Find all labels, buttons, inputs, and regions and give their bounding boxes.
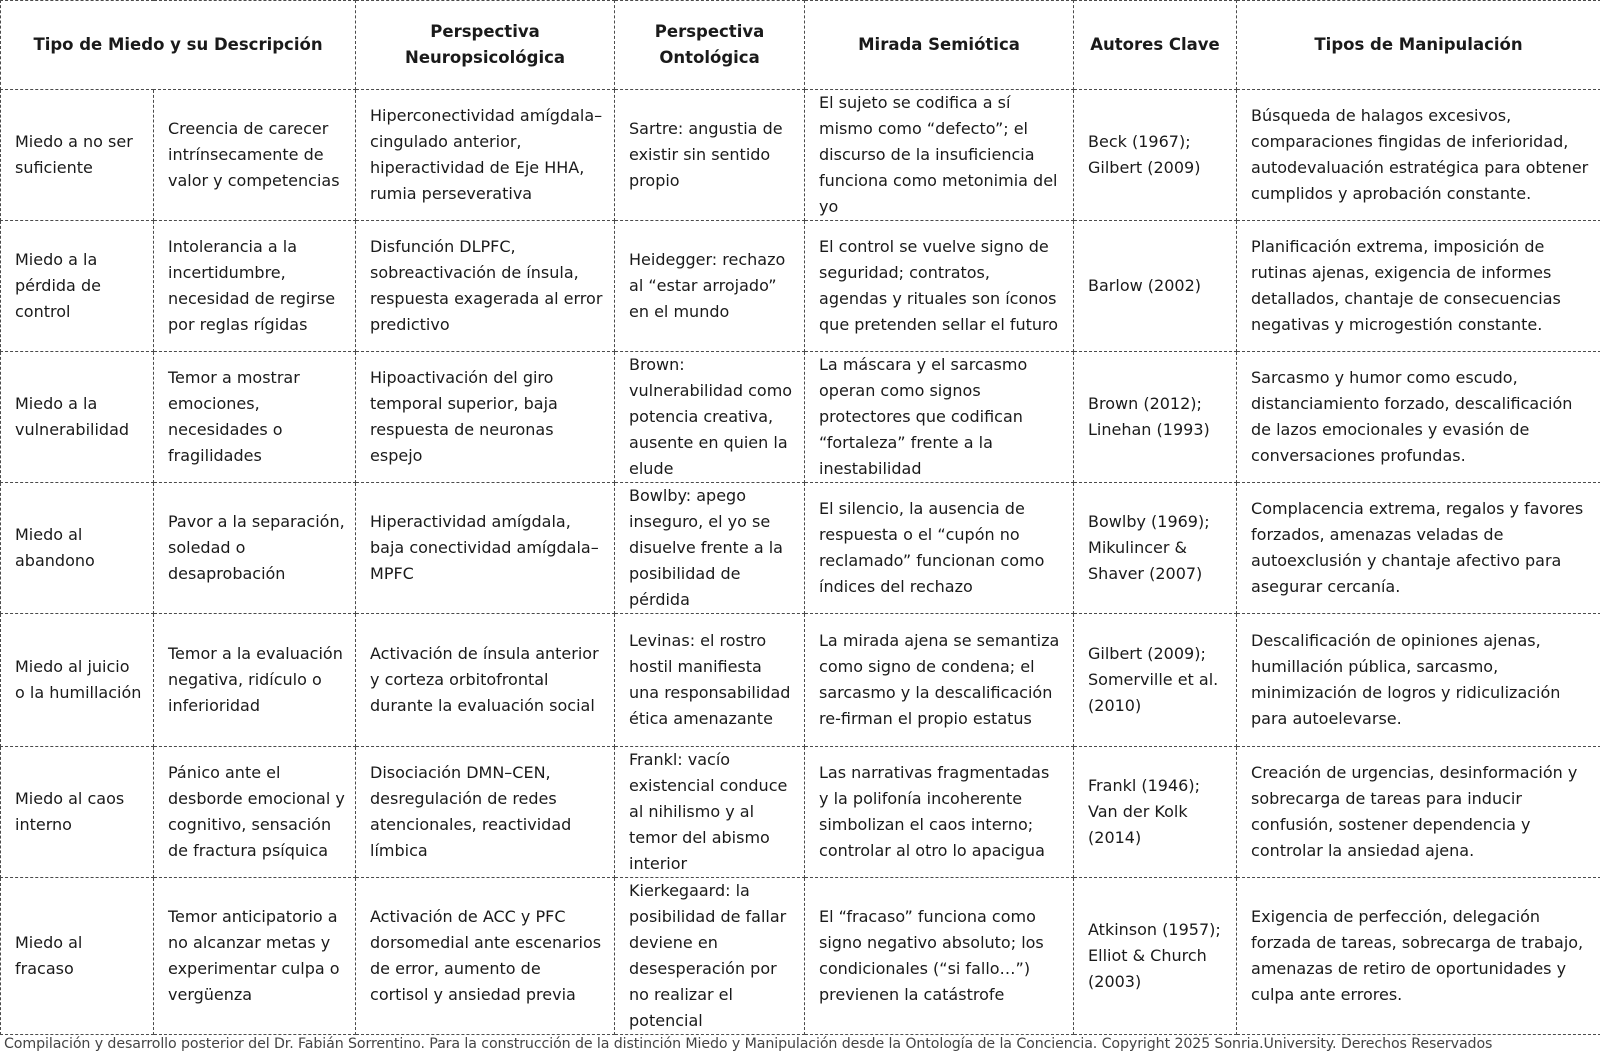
- onto-cell: Frankl: vacío existencial conduce al nihilismo y al temor del abismo interior: [615, 747, 805, 878]
- neuro-cell: Activación de ínsula anterior y corteza orbitofrontal durante la evaluación social: [356, 614, 615, 747]
- header-manip: Tipos de Manipulación: [1237, 1, 1600, 90]
- fear-description: Pavor a la separación, soledad o desaprobación: [154, 483, 356, 614]
- fear-name: Miedo al juicio o la humillación: [1, 614, 154, 747]
- header-fear-type: Tipo de Miedo y su Descripción: [1, 1, 356, 90]
- onto-cell: Heidegger: rechazo al “estar arrojado” en el mundo: [615, 221, 805, 352]
- onto-cell: Kierkegaard: la posibilidad de fallar deviene en desesperación por no realizar el potencial: [615, 878, 805, 1035]
- fear-description: Temor a mostrar emociones, necesidades o fragilidades: [154, 352, 356, 483]
- fear-name: Miedo a la pérdida de control: [1, 221, 154, 352]
- header-neuro: Perspectiva Neuropsicológica: [356, 1, 615, 90]
- neuro-cell: Activación de ACC y PFC dorsomedial ante escenarios de error, aumento de cortisol y ansiedad previa: [356, 878, 615, 1035]
- fear-description: Temor anticipatorio a no alcanzar metas y experimentar culpa o vergüenza: [154, 878, 356, 1035]
- fear-description: Creencia de carecer intrínsecamente de valor y competencias: [154, 90, 356, 221]
- fear-name: Miedo a la vulnerabilidad: [1, 352, 154, 483]
- manip-cell: Creación de urgencias, desinformación y sobrecarga de tareas para inducir confusión, sostener dependencia y controlar la ansiedad ajena.: [1237, 747, 1600, 878]
- authors-cell: Gilbert (2009); Somerville et al. (2010): [1074, 614, 1237, 747]
- fear-description: Pánico ante el desborde emocional y cognitivo, sensación de fractura psíquica: [154, 747, 356, 878]
- authors-cell: Atkinson (1957); Elliot & Church (2003): [1074, 878, 1237, 1035]
- semio-cell: El control se vuelve signo de seguridad; contratos, agendas y rituales son íconos que pretenden sellar el futuro: [805, 221, 1074, 352]
- table-row: [1, 614, 1600, 747]
- manip-cell: Exigencia de perfección, delegación forzada de tareas, sobrecarga de trabajo, amenazas de retiro de oportunidades y culpa ante errores.: [1237, 878, 1600, 1035]
- table-row: [1, 90, 1600, 221]
- authors-cell: Bowlby (1969); Mikulincer & Shaver (2007): [1074, 483, 1237, 614]
- fear-name: Miedo al abandono: [1, 483, 154, 614]
- neuro-cell: Disociación DMN–CEN, desregulación de redes atencionales, reactividad límbica: [356, 747, 615, 878]
- fear-description: Temor a la evaluación negativa, ridículo o inferioridad: [154, 614, 356, 747]
- authors-cell: Beck (1967); Gilbert (2009): [1074, 90, 1237, 221]
- table-row: [1, 483, 1600, 614]
- authors-cell: Frankl (1946); Van der Kolk (2014): [1074, 747, 1237, 878]
- manip-cell: Planificación extrema, imposición de rutinas ajenas, exigencia de informes detallados, chantaje de consecuencias negativas y microgestión constante.: [1237, 221, 1600, 352]
- manip-cell: Sarcasmo y humor como escudo, distanciamiento forzado, descalificación de lazos emocionales y evasión de conversaciones profundas.: [1237, 352, 1600, 483]
- table-row: [1, 352, 1600, 483]
- manip-cell: Complacencia extrema, regalos y favores forzados, amenazas veladas de autoexclusión y chantaje afectivo para asegurar cercanía.: [1237, 483, 1600, 614]
- table-row: [1, 221, 1600, 352]
- fear-name: Miedo al fracaso: [1, 878, 154, 1035]
- manip-cell: Descalificación de opiniones ajenas, humillación pública, sarcasmo, minimización de logros y ridiculización para autoelevarse.: [1237, 614, 1600, 747]
- neuro-cell: Disfunción DLPFC, sobreactivación de ínsula, respuesta exagerada al error predictivo: [356, 221, 615, 352]
- table-row: [1, 747, 1600, 878]
- neuro-cell: Hiperconectividad amígdala–cingulado anterior, hiperactividad de Eje HHA, rumia perseverativa: [356, 90, 615, 221]
- authors-cell: Brown (2012); Linehan (1993): [1074, 352, 1237, 483]
- semio-cell: La máscara y el sarcasmo operan como signos protectores que codifican “fortaleza” frente a la inestabilidad: [805, 352, 1074, 483]
- fear-name: Miedo al caos interno: [1, 747, 154, 878]
- semio-cell: La mirada ajena se semantiza como signo de condena; el sarcasmo y la descalificación re-firman el propio estatus: [805, 614, 1074, 747]
- header-semio: Mirada Semiótica: [805, 1, 1074, 90]
- copyright-footer: Compilación y desarrollo posterior del Dr. Fabián Sorrentino. Para la construcción de la distinción Miedo y Manipulación desde la Ontología de la Conciencia. Copyright 2025 Sonria.University. Derechos Reservados: [4, 1036, 1493, 1052]
- onto-cell: Brown: vulnerabilidad como potencia creativa, ausente en quien la elude: [615, 352, 805, 483]
- semio-cell: El sujeto se codifica a sí mismo como “defecto”; el discurso de la insuficiencia funciona como metonimia del yo: [805, 90, 1074, 221]
- fear-name: Miedo a no ser suficiente: [1, 90, 154, 221]
- manip-cell: Búsqueda de halagos excesivos, comparaciones fingidas de inferioridad, autodevaluación estratégica para obtener cumplidos y aprobación constante.: [1237, 90, 1600, 221]
- semio-cell: El “fracaso” funciona como signo negativo absoluto; los condicionales (“si fallo…”) previenen la catástrofe: [805, 878, 1074, 1035]
- authors-cell: Barlow (2002): [1074, 221, 1237, 352]
- onto-cell: Sartre: angustia de existir sin sentido propio: [615, 90, 805, 221]
- table-row: [1, 878, 1600, 1035]
- neuro-cell: Hiperactividad amígdala, baja conectividad amígdala–MPFC: [356, 483, 615, 614]
- onto-cell: Levinas: el rostro hostil manifiesta una responsabilidad ética amenazante: [615, 614, 805, 747]
- header-row: [1, 1, 1600, 90]
- neuro-cell: Hipoactivación del giro temporal superior, baja respuesta de neuronas espejo: [356, 352, 615, 483]
- semio-cell: Las narrativas fragmentadas y la polifonía incoherente simbolizan el caos interno; controlar al otro lo apacigua: [805, 747, 1074, 878]
- semio-cell: El silencio, la ausencia de respuesta o el “cupón no reclamado” funcionan como índices del rechazo: [805, 483, 1074, 614]
- onto-cell: Bowlby: apego inseguro, el yo se disuelve frente a la posibilidad de pérdida: [615, 483, 805, 614]
- header-authors: Autores Clave: [1074, 1, 1237, 90]
- header-onto: Perspectiva Ontológica: [615, 1, 805, 90]
- fear-description: Intolerancia a la incertidumbre, necesidad de regirse por reglas rígidas: [154, 221, 356, 352]
